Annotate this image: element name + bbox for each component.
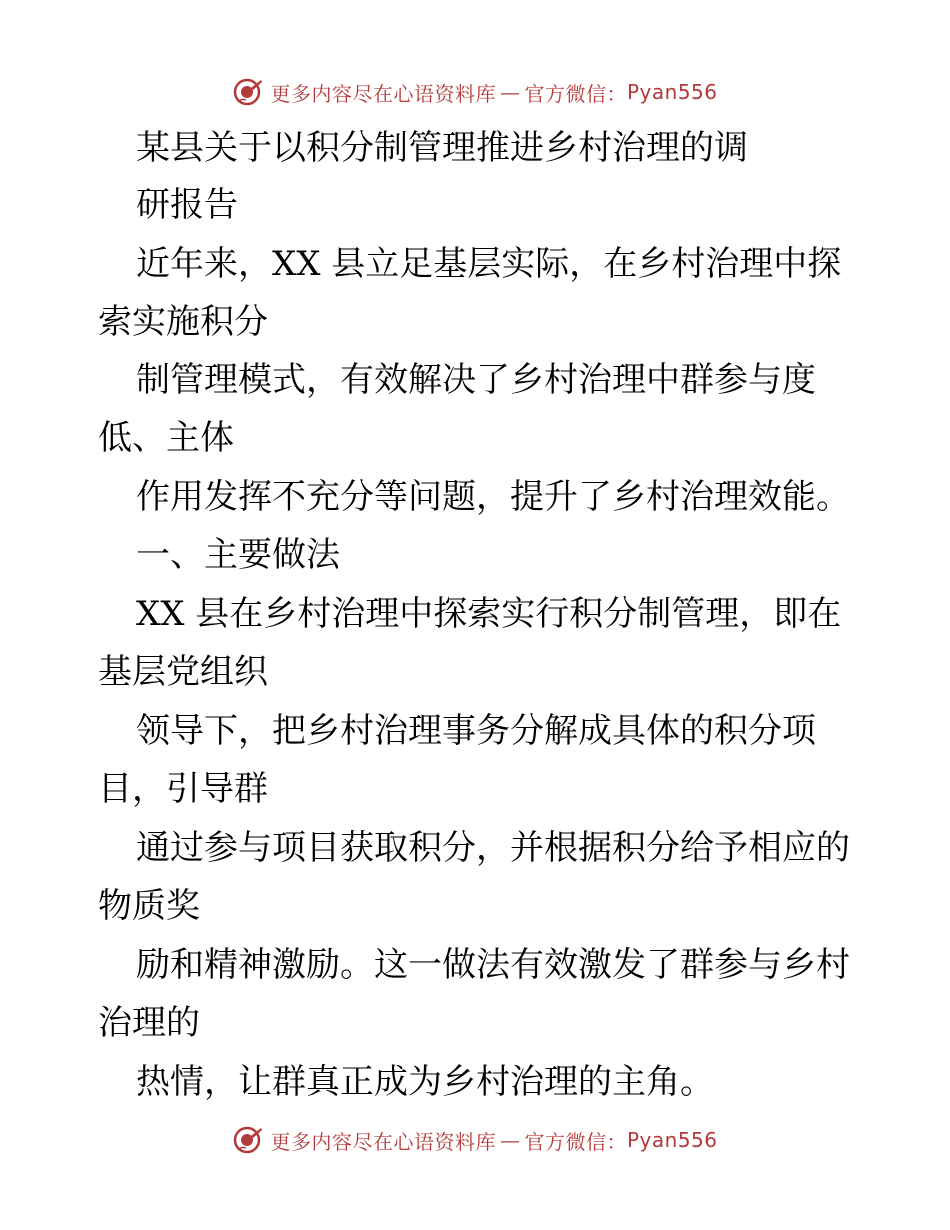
banner-wechat-label: 官方微信：	[524, 1129, 627, 1154]
paragraph-line: 索实施积分	[98, 302, 268, 342]
paragraph-line: 领导下，把乡村治理事务分解成具体的积分项	[136, 711, 816, 751]
paragraph-line: 励和精神激励。这一做法有效激发了群参与乡村	[136, 945, 850, 985]
banner-wechat-id: Pyan556	[626, 80, 718, 104]
paragraph-line: XX 县在乡村治理中探索实行积分制管理，即在	[136, 594, 842, 634]
paragraph-line: 通过参与项目获取积分，并根据积分给予相应的	[136, 828, 850, 868]
pen-logo-icon	[232, 76, 264, 108]
paragraph-line: 近年来，XX 县立足基层实际，在乡村治理中探	[136, 244, 842, 284]
section-heading: 一、主要做法	[136, 535, 340, 575]
paragraph-line: 目，引导群	[98, 769, 268, 809]
paragraph-line: 低、主体	[98, 418, 234, 458]
paragraph-line: 热情，让群真正成为乡村治理的主角。	[136, 1062, 714, 1102]
banner-wechat-label: 官方微信：	[524, 81, 627, 106]
paragraph-line: 制管理模式，有效解决了乡村治理中群参与度	[136, 360, 816, 400]
document-title-line-1: 某县关于以积分制管理推进乡村治理的调	[136, 128, 748, 168]
paragraph-line: 治理的	[98, 1003, 200, 1043]
banner-text: 更多内容尽在心语资料库	[270, 1129, 496, 1154]
banner-separator: —	[499, 80, 521, 104]
paragraph-line: 物质奖	[98, 886, 200, 926]
pen-logo-icon	[232, 1124, 264, 1156]
footer-banner	[0, 1120, 950, 1160]
paragraph-line: 作用发挥不充分等问题，提升了乡村治理效能。	[136, 477, 850, 517]
document-title-line-2: 研报告	[136, 185, 238, 225]
banner-wechat-id: Pyan556	[626, 1128, 718, 1152]
banner-separator: —	[499, 1128, 521, 1152]
paragraph-line: 基层党组织	[98, 652, 268, 692]
header-banner	[0, 72, 950, 112]
banner-text: 更多内容尽在心语资料库	[270, 81, 496, 106]
